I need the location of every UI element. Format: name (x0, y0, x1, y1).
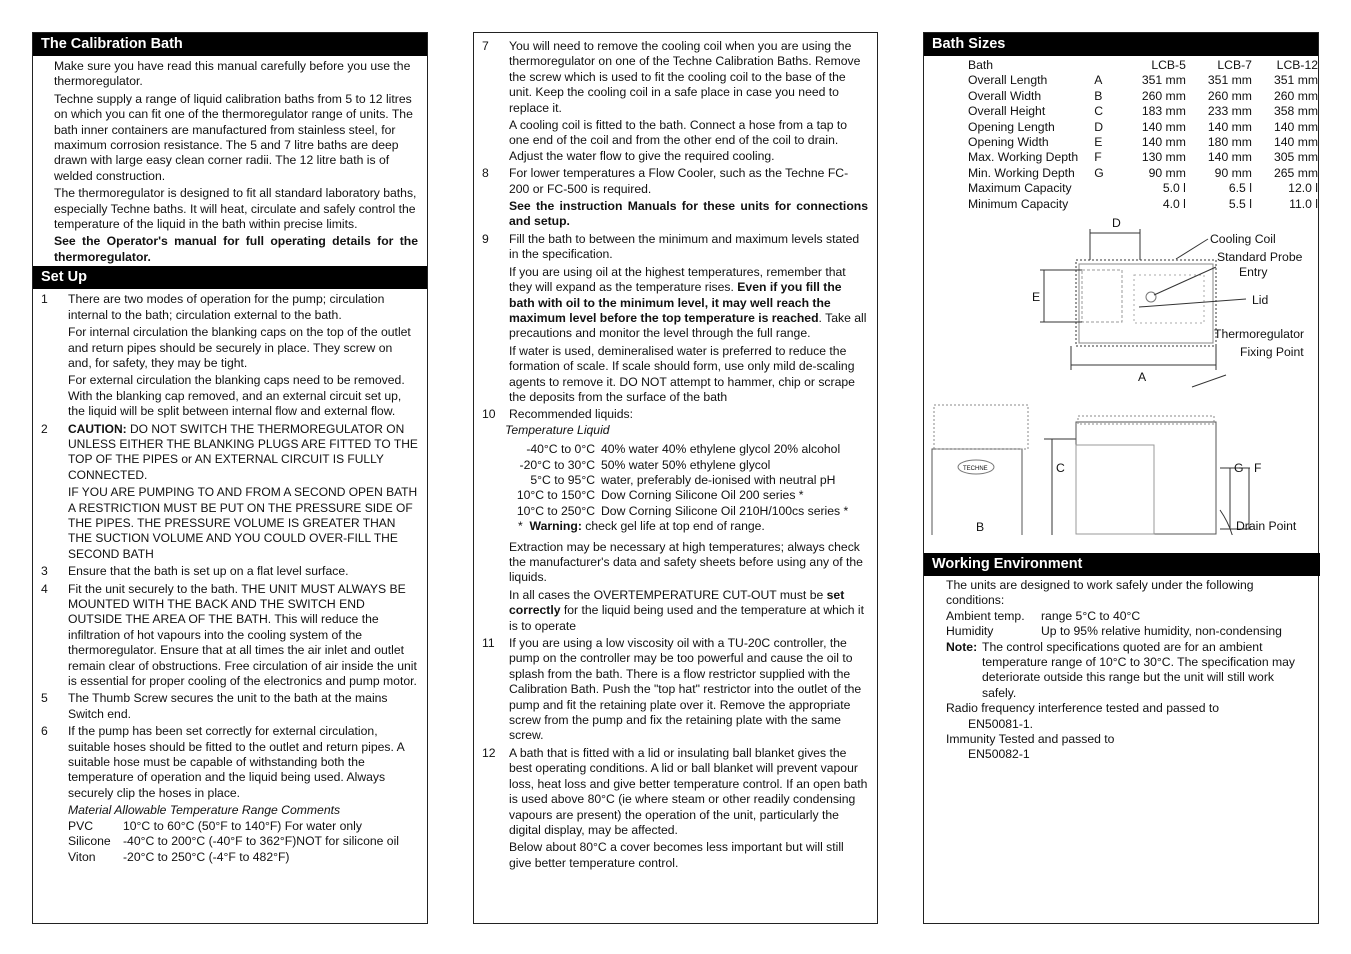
side-view-thermoregulator (934, 405, 1028, 449)
material-range: -20°C to 250°C (-4°F to 482°F) (123, 849, 290, 864)
warning-label: Warning: (529, 519, 582, 534)
setup-item-6 (33, 724, 418, 865)
item-number: 6 (41, 724, 48, 739)
lid-shape (1134, 275, 1204, 323)
size-value: 358 mm (1273, 104, 1318, 119)
sizes-row (968, 120, 1318, 135)
label-entry: Entry (1239, 265, 1268, 279)
label-b: B (976, 520, 985, 534)
item-7b: A cooling coil is fitted to the bath. Connect a hose from a tap to one end of the coil and from the other end of the coil to drain. Adjust the water flow to give the required cooling. (509, 118, 848, 163)
size-value: 140 mm (1141, 135, 1186, 150)
working-environment-section (946, 578, 1308, 763)
size-value: 260 mm (1141, 88, 1186, 103)
item-10-title: Recommended liquids: (509, 407, 633, 422)
setup-3: Ensure that the bath is set up on a flat level surface. (68, 564, 349, 579)
liquids-table-header: Temperature Liquid (505, 422, 610, 437)
setup-1b: For internal circulation the blanking caps on the top of the outlet and return pipes should be securely in place. They screw on and, for safety, they may be tight. (68, 325, 411, 370)
sizes-row (968, 104, 1318, 119)
size-label: Minimum Capacity (968, 196, 1069, 211)
size-letter: F (1094, 150, 1102, 165)
size-value: 5.5 l (1228, 196, 1252, 211)
setup-5: The Thumb Screw secures the unit to the bath at the mains Switch end. (68, 691, 388, 721)
size-value: 90 mm (1214, 165, 1252, 180)
setup-4: Fit the unit securely to the bath. THE UNIT MUST ALWAYS BE MOUNTED WITH THE BACK AND THE SWITCH END OUTSIDE THE AREA OF THE BATH. This will reduce the infiltration of hot vapours into the cooling system of the thermoregulator. Ensure that at all times the air inlet and outlet remain clear of obstructions. Free circulation of air inside the unit is essential for proper cooling of the electronics and pump motor. (68, 581, 417, 689)
size-value: 305 mm (1273, 150, 1318, 165)
immunity-text: Immunity Tested and passed to (946, 732, 1115, 747)
cal-paragraph-1: Make sure you have read this manual carefully before you use the thermoregulator. (54, 59, 411, 89)
material-row (68, 819, 418, 834)
sizes-row (968, 150, 1318, 165)
bath-diagram (924, 215, 1318, 535)
size-value: LCB-5 (1151, 58, 1186, 72)
item-8b: See the instruction Manuals for these units for connections and setup. (509, 199, 868, 229)
sizes-row (968, 197, 1318, 212)
label-d: D (1112, 216, 1121, 230)
setup-item-2 (33, 422, 418, 563)
specifications-column (923, 32, 1319, 924)
item-12a: A bath that is fitted with a lid or insulating ball blanket gives the best operating conditions. A lid or ball blanket will prevent vapour loss, heat loss and give better temperature control. If an open bath is used above 80°C (ie where steam or other readily condensing vapours are present) the operation of the unit, particularly the digital display, may be affected. (509, 745, 868, 837)
note-block (946, 640, 1308, 702)
item-number: 10 (482, 407, 496, 422)
size-label: Opening Length (968, 119, 1055, 134)
liquids-table (504, 442, 868, 519)
setup-2b: IF YOU ARE PUMPING TO AND FROM A SECOND OPEN BATH A RESTRICTION MUST BE PUT ON THE PRESSURE SIDE OF THE PIPES. THE PRESSURE VOLUME IS GREATER THAN THE SUCTION VOLUME AND YOU COULD OVER-FILL THE SECOND BATH (68, 485, 418, 561)
caution-label: CAUTION: (68, 421, 127, 436)
setup-2a (68, 422, 418, 484)
size-letter (1094, 197, 1133, 212)
item-8 (474, 166, 868, 230)
size-value: 351 mm (1141, 73, 1186, 88)
size-label: Overall Height (968, 104, 1046, 119)
liquid-temperature: 10°C to 250°C (516, 503, 595, 518)
calibration-bath-section (33, 56, 427, 265)
rf-text: Radio frequency interference tested and passed to (946, 701, 1220, 716)
sizes-row (968, 135, 1318, 150)
item-number: 3 (41, 564, 48, 579)
leader-probe (1154, 267, 1216, 295)
size-letter: B (1094, 88, 1103, 103)
size-value: 140 mm (1207, 119, 1252, 134)
setup-item-5 (33, 691, 418, 722)
size-value: 140 mm (1273, 119, 1318, 134)
size-label: Bath (968, 58, 994, 72)
set-up-section (33, 289, 427, 865)
item-number: 11 (482, 636, 495, 651)
liquid-name: Dow Corning Silicone Oil 200 series * (601, 488, 804, 503)
size-value: 90 mm (1148, 165, 1186, 180)
size-value: 183 mm (1141, 104, 1186, 119)
size-value: 265 mm (1273, 165, 1318, 180)
item-number: 7 (482, 39, 489, 53)
liquid-row (504, 442, 868, 457)
liquid-temperature: 5°C to 95°C (530, 472, 595, 487)
item-7a: You will need to remove the cooling coil when you are using the thermoregulator on one of the Techne Calibration Baths. Remove the screw which is used to fit the cooling coil to the base of the unit. Keep the cooling coil in a safe place in case you need to replace it. (509, 39, 861, 115)
bath-top-inner (1079, 264, 1213, 343)
item-number: 12 (482, 745, 496, 760)
size-letter: C (1094, 104, 1104, 119)
sizes-row (968, 89, 1318, 104)
liquid-row (504, 473, 868, 488)
item-10c-text: In all cases the OVERTEMPERATURE CUT-OUT must be (509, 587, 827, 602)
cal-paragraph-4: See the Operator's manual for full operating details for the thermoregulator. (54, 234, 418, 264)
front-view-lid (1078, 416, 1214, 424)
size-letter: A (1094, 73, 1103, 88)
bath-sizes-heading: Bath Sizes (924, 33, 1318, 56)
work-intro: The units are designed to work safely under the following conditions: (946, 578, 1254, 608)
label-thermoregulator: Thermoregulator (1214, 327, 1305, 341)
item-number: 8 (482, 166, 489, 181)
liquid-temperature: 10°C to 150°C (516, 488, 595, 503)
ambient-row (946, 609, 1308, 624)
material-row (68, 850, 418, 865)
size-value: 180 mm (1207, 135, 1252, 150)
item-8a: For lower temperatures a Flow Cooler, such as the Techne FC-200 or FC-500 is required. (509, 166, 849, 196)
label-cooling-coil: Cooling Coil (1210, 232, 1276, 246)
material-name: PVC (68, 818, 94, 833)
size-label: Overall Length (968, 73, 1048, 88)
humidity-value: Up to 95% relative humidity, non-condensing (1041, 624, 1282, 639)
size-value: 351 mm (1207, 73, 1252, 88)
warning-text: check gel life at top end of range. (581, 519, 765, 534)
size-letter: D (1094, 119, 1104, 134)
sizes-row (968, 181, 1318, 196)
item-11 (474, 636, 868, 744)
label-a: A (1138, 370, 1147, 384)
humidity-label: Humidity (946, 624, 994, 639)
size-letter (1094, 181, 1133, 196)
size-value: 5.0 l (1162, 181, 1186, 196)
size-value: 11.0 l (1289, 196, 1318, 211)
immunity-standard: EN50082-1 (968, 747, 1030, 762)
item-10 (474, 407, 868, 634)
item-number: 2 (41, 421, 48, 436)
size-letter: G (1094, 165, 1104, 180)
material-range: 10°C to 60°C (50°F to 140°F) For water only (123, 818, 362, 833)
size-value: 351 mm (1273, 73, 1318, 88)
front-view-panel (1076, 445, 1154, 534)
item-number: 5 (41, 691, 48, 706)
sizes-row (968, 166, 1318, 181)
material-name: Silicone (68, 834, 111, 849)
label-g: G (1234, 461, 1244, 475)
item-10c-end: for the liquid being used and the temperature at which it is to operate (509, 603, 865, 633)
setup-item-3 (33, 564, 418, 579)
setup-1a: There are two modes of operation for the pump; circulation internal to the bath; circulation external to the bath. (68, 292, 385, 322)
liquid-row (504, 488, 868, 503)
liquid-name: Dow Corning Silicone Oil 210H/100cs series * (601, 503, 849, 518)
working-environment-heading: Working Environment (924, 553, 1320, 576)
size-value: LCB-12 (1276, 58, 1318, 72)
size-value: 12.0 l (1288, 181, 1318, 196)
item-9c: If water is used, demineralised water is preferred to reduce the formation of scale. If scale should form, use only mild de-scaling agents to remove it. DO NOT attempt to hammer, chip or scrape the deposits from the surface of the bath (509, 343, 855, 404)
humidity-row (946, 624, 1308, 639)
bath-sizes-table (968, 58, 1318, 212)
techne-logo-text: TECHNE (963, 466, 988, 472)
size-value: 140 mm (1141, 119, 1186, 134)
liquid-name: water, preferably de-ionised with neutral pH (601, 472, 836, 487)
size-value: 233 mm (1207, 104, 1252, 119)
set-up-heading: Set Up (33, 266, 427, 289)
note-text: The control specifications quoted are for an ambient temperature range of 10°C to 30°C. The specification may deteriorate outside this range but the unit will still work safely. (982, 639, 1296, 700)
item-10c-bold: set correctly (509, 587, 845, 618)
cal-paragraph-2: Techne supply a range of liquid calibration baths from 5 to 12 litres on which you can fit one of the thermoregulator range of units. The bath inner containers are manufactured from stainless steel, for maximum corrosion resistance. The 5 and 7 litre baths are deep drawn with large easy clean corner radii. The 12 litre bath is of welded construction. (54, 91, 413, 183)
item-9 (474, 232, 868, 405)
liquid-temperature: -20°C to 30°C (519, 457, 595, 472)
size-value: 140 mm (1207, 150, 1252, 165)
ambient-label: Ambient temp. (946, 608, 1025, 623)
sizes-row (968, 58, 1318, 73)
material-table (68, 819, 418, 865)
size-label: Opening Width (968, 135, 1049, 150)
liquid-name: 40% water 40% ethylene glycol 20% alcohol (601, 442, 841, 457)
setup-6: If the pump has been set correctly for external circulation, suitable hoses should be fitted to the outlet and return pipes. A suitable hose must be capable of withstanding both the temperature of operation and the liquid being used. Always securely clip the hoses in place. (68, 724, 405, 800)
size-value: 140 mm (1273, 135, 1318, 150)
item-9a: Fill the bath to between the minimum and maximum levels stated in the specification. (509, 231, 860, 262)
size-label: Overall Width (968, 88, 1042, 103)
size-label: Max. Working Depth (968, 150, 1079, 165)
size-value: 260 mm (1273, 88, 1318, 103)
label-fixing-point: Fixing Point (1240, 345, 1304, 359)
material-range: -40°C to 200°C (-40°F to 362°F)NOT for silicone oil (123, 834, 399, 849)
note-label: Note: (946, 639, 978, 654)
item-10c (509, 588, 868, 634)
item-11-text: If you are using a low viscosity oil with a TU-20C controller, the pump on the controller may be too powerful and cause the oil to splash from the bath. There is a flow restrictor supplied with the Calibration Bath. Push the "top hat" restrictor into the outlet of the pump and fit the retaining plate over it. Remove the appropriate screw from the pump and fix the retaining plate with the same screw. (509, 636, 862, 743)
size-value: 6.5 l (1228, 181, 1252, 196)
caution-text: DO NOT SWITCH THE THERMOREGULATOR ON UNLESS EITHER THE BLANKING PLUGS ARE FITTED TO THE TOP OF THE PIPES or AN EXTERNAL CIRCUIT IS FULLY CONNECTED. (68, 421, 418, 482)
warning-line (518, 519, 868, 534)
item-9b-end: . Take all precautions and monitor the level through the full range. (509, 310, 867, 341)
probe-entry-circle (1146, 292, 1156, 302)
size-value: 4.0 l (1162, 196, 1186, 211)
size-value: 130 mm (1141, 150, 1186, 165)
cooling-coil-shape (1082, 270, 1122, 322)
label-e: E (1032, 290, 1041, 304)
setup-item-1 (33, 292, 418, 419)
liquid-row (504, 458, 868, 473)
leader-fixing (1192, 375, 1226, 387)
setup-item-4 (33, 582, 418, 690)
label-drain-point: Drain Point (1236, 519, 1297, 533)
label-standard-probe: Standard Probe (1217, 250, 1303, 264)
label-lid: Lid (1252, 293, 1269, 307)
calibration-bath-heading: The Calibration Bath (33, 33, 427, 56)
item-7 (474, 39, 868, 164)
item-9b-bold: Even if you fill the bath with oil to the minimum level, it may well reach the maximum level before the top temperature is reached (509, 280, 842, 325)
size-label: Maximum Capacity (968, 181, 1072, 196)
calibration-column (32, 32, 428, 924)
rf-standard: EN50081-1. (968, 716, 1034, 731)
item-9b-text: If you are using oil at the highest temperatures, remember that they will expand as the temperature rises. (509, 264, 846, 295)
item-number: 9 (482, 231, 489, 246)
item-10b: Extraction may be necessary at high temperatures; always check the manufacturer's data and safety sheets before using any of the liquids. (509, 539, 863, 585)
liquid-row (504, 504, 868, 519)
size-value: LCB-7 (1217, 58, 1252, 72)
sizes-row (968, 73, 1318, 88)
item-number: 1 (41, 292, 48, 307)
size-letter: E (1094, 135, 1103, 150)
item-number: 4 (41, 581, 48, 596)
liquid-temperature: -40°C to 0°C (526, 442, 595, 457)
label-c: C (1056, 461, 1065, 475)
leader-cooling-coil (1176, 239, 1208, 259)
size-value: 260 mm (1207, 88, 1252, 103)
cal-paragraph-3: The thermoregulator is designed to fit all standard laboratory baths, especially Techne baths. It will heat, circulate and safely control the temperature of the liquid in the bath within precise limits. (54, 186, 417, 232)
item-12 (474, 746, 868, 871)
material-name: Viton (68, 849, 96, 864)
material-table-header: Material Allowable Temperature Range Comments (68, 803, 341, 818)
size-letter (1094, 58, 1133, 73)
warning-star: * (518, 519, 523, 534)
item-9b (509, 265, 868, 342)
item-12b: Below about 80°C a cover becomes less important but will still give better temperature control. (509, 840, 844, 870)
size-label: Min. Working Depth (968, 165, 1075, 180)
setup-1c: For external circulation the blanking caps need to be removed. With the blanking cap removed, and an external circuit set up, the liquid will be split between internal flow and external flow. (68, 373, 405, 419)
front-view-body (1076, 422, 1216, 534)
material-row (68, 834, 418, 849)
ambient-value: range 5°C to 40°C (1041, 608, 1141, 623)
instructions-column (473, 32, 878, 924)
leader-drain (1220, 510, 1236, 535)
label-f: F (1254, 461, 1262, 475)
liquid-name: 50% water 50% ethylene glycol (601, 457, 771, 472)
